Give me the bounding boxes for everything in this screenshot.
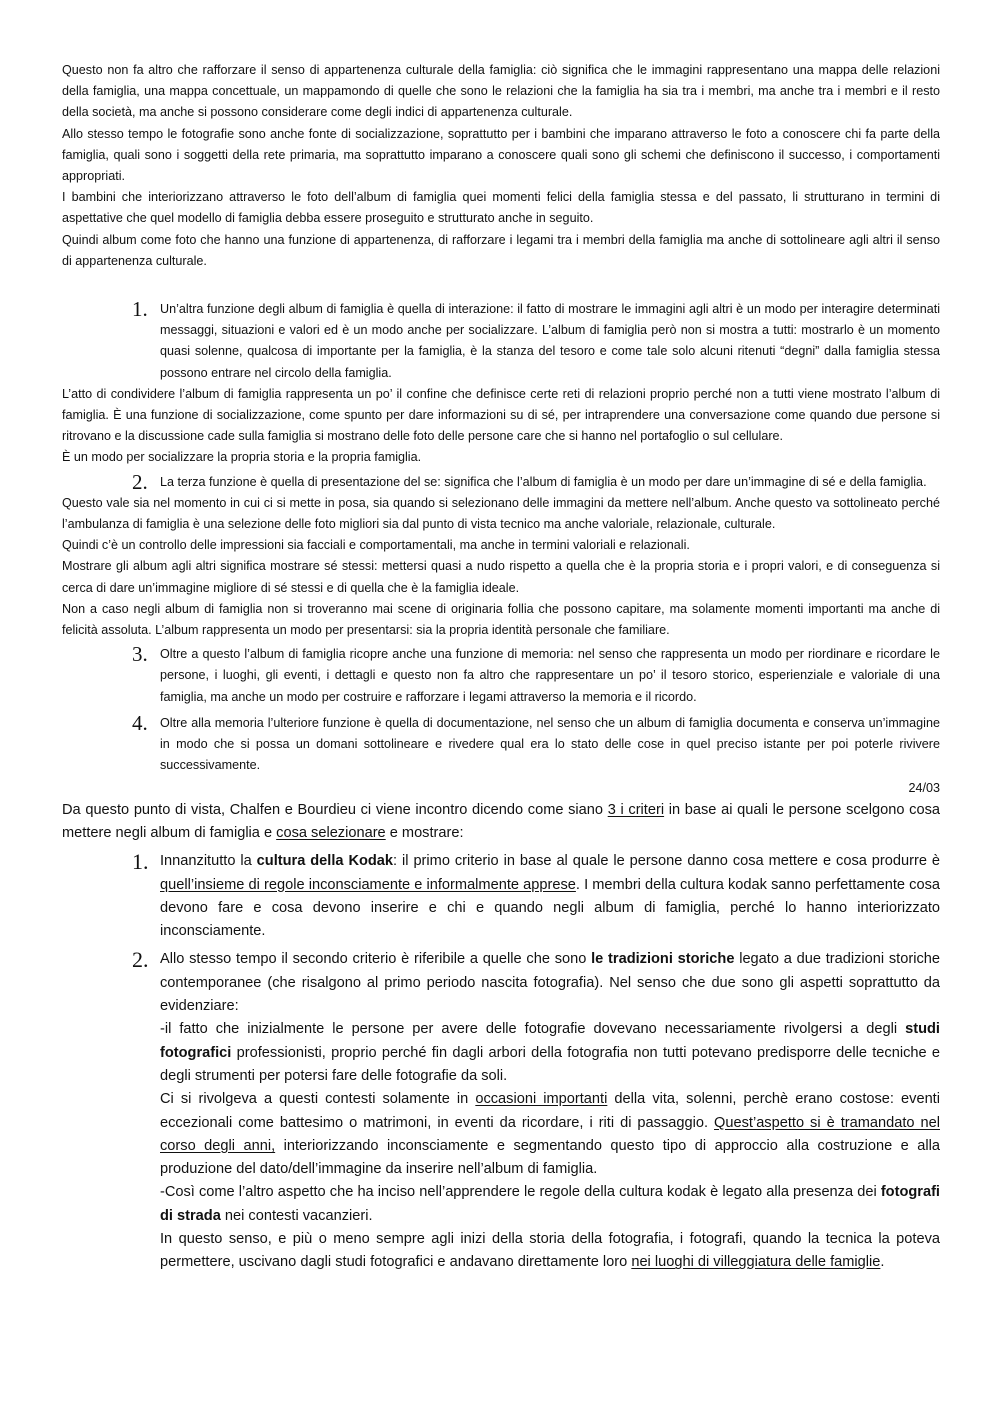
list-number: 1.: [132, 849, 149, 875]
functions-section: [62, 60, 940, 799]
list-text: Oltre alla memoria l’ulteriore funzione è quella di documentazione, nel senso che un album di famiglia documenta e conserva un’immagine in modo che si possa un domani sottolineare e rivedere qual era lo stato delle cose in quel preciso istante per poi poterle rivivere successivamente.: [160, 715, 940, 773]
intro-paragraph-2: Allo stesso tempo le fotografie sono anche fonte di socializzazione, soprattutto per i bambini che imparano attraverso le foto a conoscere chi fa parte della famiglia, quali sono i soggetti della rete primaria, ma soprattutto imparano a conoscere quali sono gli schemi che definiscono il successo, i comportamenti appropriati.: [62, 126, 940, 184]
body-paragraph: Non a caso negli album di famiglia non si troveranno mai scene di originaria follia che possono capitare, ma solamente momenti importanti ma anche di felicità assoluta. L’album rappresenta un modo per presentarsi: sia la propria identità personale che familiare.: [62, 601, 940, 638]
list-number: 2.: [132, 469, 148, 494]
list-number: 4.: [132, 710, 148, 735]
list-number: 3.: [132, 642, 148, 667]
underlined-text: 3 i criteri: [607, 801, 665, 818]
function-item-2: [62, 469, 940, 494]
intro-paragraph-4: Quindi album come foto che hanno una funzione di appartenenza, di rafforzare i legami tra i membri della famiglia ma anche di sottolineare agli altri il senso di appartenenza culturale.: [62, 232, 940, 268]
item-paragraph: -il fatto che inizialmente le persone per avere delle fotografie dovevano necessariamente rivolgersi a degli studi fotografici professionisti, proprio perché fin dagli arbori della fotografia non tutti potevano predisporre delle tecniche e degli strumenti per potersi fare delle fotografie da soli.: [160, 1021, 940, 1084]
criteria-item-1: [62, 850, 940, 943]
bold-term: fotografi di strada: [160, 1184, 940, 1224]
list-number: 1.: [132, 297, 148, 322]
intro-paragraph-3: I bambini che interiorizzano attraverso le foto dell’album di famiglia quei momenti felici della famiglia stessa e del passato, li strutturano in termini di aspettative che quel modello di famiglia debba essere proseguito e strutturato anche in seguito.: [62, 190, 940, 226]
criteria-item-2: [62, 948, 940, 1274]
list-text: [160, 948, 940, 1274]
date-label: 24/03: [908, 780, 940, 795]
underlined-text: occasioni importanti: [475, 1091, 608, 1108]
body-paragraph: Questo vale sia nel momento in cui ci si mette in posa, sia quando si selezionano delle immagini da mettere nell’album. Anche questo va sottolineato perché l’ambulanza di famiglia è una selezione delle foto migliori sia dal punto di vista tecnico ma anche valoriale, relazionale, culturale.: [62, 495, 940, 532]
body-paragraph: Mostrare gli album agli altri significa mostrare sé stessi: mettersi quasi a nudo rispetto a quella che è la propria storia e i propri valori, e di conseguenza si cerca di dare un’immagine migliore di sé stessi e di quella che è la famiglia ideale.: [62, 559, 940, 595]
body-paragraph: Quindi c’è un controllo delle impressioni sia facciali e comportamentali, ma anche in termini valoriali e relazionali.: [62, 538, 690, 553]
underlined-text: nei luoghi di villeggiatura delle famiglie: [631, 1254, 881, 1271]
list-text: Innanzitutto la cultura della Kodak: il primo criterio in base al quale le persone danno cosa mettere e cosa produrre è quell’insieme di regole inconsciamente e informalmente apprese. I membri della cultura kodak sanno perfettamente cosa devono fare e cosa devono inserire e chi e quando negli album di famiglia, perché lo hanno interiorizzato inconsciamente.: [160, 853, 940, 940]
underlined-text: cosa selezionare: [276, 825, 386, 841]
intro-paragraph-1: Questo non fa altro che rafforzare il senso di appartenenza culturale della famiglia: ciò significa che le immagini rappresentano una mappa delle relazioni della famiglia, una mappa concettuale, un mappamondo di quelle che sono le relazioni che la famiglia ha sia tra i membri, ma anche tra i membri e il resto della società, ma anche si possono considerare come degli indici di appartenenza culturale.: [62, 63, 940, 120]
spacer: [62, 272, 940, 293]
list-text: La terza funzione è quella di presentazione del se: significa che l’album di famiglia è un modo per dare un’immagine di sé e della famiglia.: [160, 474, 927, 489]
bold-term: cultura della Kodak: [256, 853, 394, 870]
list-number: 2.: [132, 947, 149, 973]
bold-term: studi fotografici: [160, 1021, 940, 1061]
item-paragraph: Ci si rivolgeva a questi contesti solamente in occasioni importanti della vita, solenni, perchè erano costose: eventi eccezionali come battesimo o matrimoni, in eventi da ricordare, i riti di passaggio. Quest’aspetto si è tramandato nel corso degli anni, interiorizzando inconsciamente e segmentando questo tipo di approccio alla costruzione e alla produzione del dato/dell’immagine da inserire nell’album di famiglia.: [160, 1091, 940, 1178]
function-item-1: [62, 299, 940, 384]
item-paragraph: In questo senso, e più o meno sempre agli inizi della storia della fotografia, i fotografi, quando la tecnica la poteva permettere, uscivano dagli studi fotografici e andavano direttamente loro nei luoghi di villeggiatura delle famiglie.: [160, 1231, 940, 1271]
function-item-4: [62, 710, 940, 777]
criteria-section: [62, 799, 940, 1275]
item-paragraph: Allo stesso tempo il secondo criterio è riferibile a quelle che sono le tradizioni storiche legato a due tradizioni storiche contemporanee (che risalgono al primo periodo nascita fotografia). Nel senso che due sono gli aspetti soprattutto da evidenziare:: [160, 951, 940, 1015]
body-paragraph: L’atto di condividere l’album di famiglia rappresenta un po’ il confine che definisce certe reti di relazioni proprio perché non a tutti viene mostrato l’album di famiglia. È una funzione di socializzazione, come spunto per dare informazioni su di sé, per intraprendere una conversazione come quando due persone si ritrovano e la discussione cade sulla famiglia si mostrano delle foto delle persone care che si hanno nel portafoglio o sul cellulare.: [62, 386, 940, 444]
item-paragraph: -Così come l’altro aspetto che ha inciso nell’apprendere le regole della cultura kodak è legato alla presenza dei fotografi di strada nei contesti vacanzieri.: [160, 1184, 940, 1224]
function-item-3: [62, 644, 940, 708]
criteria-intro: Da questo punto di vista, Chalfen e Bourdieu ci viene incontro dicendo come siano 3 i criteri in base ai quali le persone scelgono cosa mettere negli album di famiglia e cosa selezionare e mostrare:: [62, 801, 940, 841]
underlined-text: quell’insieme di regole inconsciamente e informalmente apprese: [160, 876, 576, 893]
body-paragraph: È un modo per socializzare la propria storia e la propria famiglia.: [62, 450, 422, 465]
list-text: Oltre a questo l’album di famiglia ricopre anche una funzione di memoria: nel senso che rappresenta un modo per riordinare e ricordare le persone, i luoghi, gli eventi, i dettagli e questo non fa altro che rappresentare un po’ il tesoro storico, esperienziale e valoriale di una famiglia, ma anche un modo per costruire e rafforzare i legami attraverso la memoria e il ricordo.: [160, 647, 940, 704]
list-text: Un’altra funzione degli album di famiglia è quella di interazione: il fatto di mostrare le immagini agli altri è un modo per interagire determinati messaggi, situazioni e valori ed è un modo anche per socializzare. L’album di famiglia però non si mostra a tutti: mostrarlo è un momento quasi solenne, qualcosa di importante per la famiglia, è la stanza del tesoro e come tale solo alcuni ritenuti “degni” dalla famiglia stessa possono entrare nel circolo della famiglia.: [160, 302, 940, 380]
bold-term: le tradizioni storiche: [591, 951, 735, 968]
underlined-text: Quest’aspetto si è tramandato nel corso degli anni,: [160, 1114, 940, 1154]
